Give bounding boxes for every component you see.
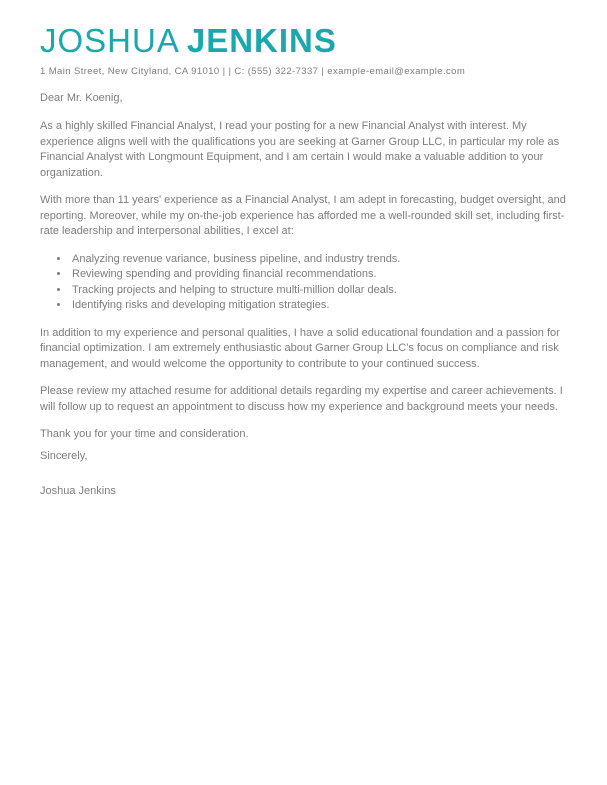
paragraph-introduction: As a highly skilled Financial Analyst, I read your posting for a new Financial Analyst with interest. My experience aligns well with the qualifications you are seeking at Garner Group LLC, in particular my role as Financial Analyst with Longmount Equipment, and I am certain I would make a valuable addition to your organization. — [40, 120, 560, 179]
paragraph-education: In addition to my experience and personal qualities, I have a solid educational foundation and a passion for financial optimization. I am extremely enthusiastic about Garner Group LLC's focus on compliance and risk management, and would welcome the opportunity to contribute to your continued success. — [40, 326, 560, 370]
letter-body — [40, 91, 577, 500]
paragraph-experience: With more than 11 years' experience as a Financial Analyst, I am adept in forecasting, budget oversight, and reporting. Moreover, while my on-the-job experience has afforded me a well-rounded skill set, including first-rate leadership and interpersonal abilities, I excel at: — [40, 194, 566, 238]
skills-list-item: • Reviewing spending and providing financial recommendations. — [70, 267, 577, 283]
signoff: Sincerely, — [40, 449, 88, 462]
signature-name: Joshua Jenkins — [40, 485, 116, 498]
contact-line: 1 Main Street, New Cityland, CA 91010 | | C: (555) 322-7337 | example-email@example.com — [40, 65, 466, 77]
skills-list-item: • Analyzing revenue variance, business pipeline, and industry trends. — [70, 252, 577, 268]
candidate-first-name: JOSHUA — [40, 22, 180, 59]
candidate-last-name: JENKINS — [186, 22, 337, 59]
skills-list-item: • Identifying risks and developing mitigation strategies. — [70, 298, 577, 314]
candidate-name — [40, 24, 577, 59]
thanks-line: Thank you for your time and consideration. — [40, 428, 249, 441]
paragraph-follow-up: Please review my attached resume for additional details regarding my expertise and career achievements. I will follow up to request an appointment to discuss how my experience and background meets your needs. — [40, 385, 563, 413]
letter-header — [40, 24, 577, 77]
skills-list-item: • Tracking projects and helping to structure multi-million dollar deals. — [70, 283, 577, 299]
skills-list — [40, 252, 577, 314]
salutation: Dear Mr. Koenig, — [40, 91, 123, 104]
